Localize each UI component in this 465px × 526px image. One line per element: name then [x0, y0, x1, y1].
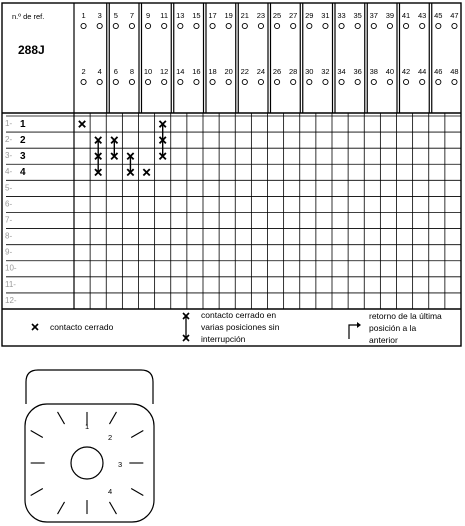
terminal-circle — [81, 79, 86, 84]
terminal-top-label: 29 — [305, 11, 314, 20]
terminal-circle — [162, 23, 167, 28]
terminal-circle — [113, 79, 118, 84]
terminal-circle — [258, 79, 263, 84]
terminal-bottom-label: 40 — [385, 67, 395, 76]
terminal-top-label: 23 — [256, 11, 266, 20]
terminal-circle — [339, 79, 344, 84]
terminal-bottom-label: 10 — [143, 67, 153, 76]
terminal-bottom-label: 34 — [337, 67, 346, 76]
dial-tick — [58, 412, 65, 424]
terminal-circle — [178, 23, 183, 28]
terminal-circle — [371, 79, 376, 84]
terminal-circle — [226, 23, 231, 28]
dial-tick — [109, 412, 116, 424]
dial-tick — [31, 430, 43, 437]
dial-tick — [31, 489, 43, 496]
dial-tick — [109, 502, 116, 514]
terminal-circle — [403, 79, 408, 84]
legend-multi-line-1: contacto cerrado en — [201, 310, 277, 320]
position-prefix: 5- — [5, 183, 13, 193]
terminal-top-label: 27 — [289, 11, 298, 20]
return-arrow-icon — [349, 322, 361, 339]
position-prefix: 4- — [5, 167, 13, 177]
terminal-top-label: 11 — [160, 11, 169, 20]
terminal-circle — [274, 23, 279, 28]
legend-multi-line-2: varias posiciones sin — [201, 322, 280, 332]
terminal-circle — [242, 23, 247, 28]
position-prefix: 1- — [5, 118, 13, 128]
position-prefix: 6- — [5, 199, 13, 209]
terminal-circle — [210, 23, 215, 28]
terminal-circle — [242, 79, 247, 84]
position-label: 2 — [20, 135, 26, 147]
terminal-circle — [113, 23, 118, 28]
terminal-bottom-label: 2 — [81, 67, 86, 76]
legend-multi-line-3: interrupción — [201, 334, 246, 344]
terminal-top-label: 3 — [97, 11, 102, 20]
terminal-top-label: 21 — [240, 11, 249, 20]
terminal-circle — [97, 23, 102, 28]
terminal-circle — [194, 23, 199, 28]
ref-value: 288J — [18, 43, 45, 57]
terminal-bottom-label: 38 — [369, 67, 378, 76]
terminal-circle — [81, 23, 86, 28]
terminal-circle — [291, 79, 296, 84]
terminal-circle — [274, 79, 279, 84]
terminal-circle — [371, 23, 376, 28]
terminal-top-label: 19 — [224, 11, 233, 20]
position-label: 1 — [20, 118, 26, 130]
terminal-circle — [145, 79, 150, 84]
terminal-bottom-label: 28 — [289, 67, 298, 76]
terminal-bottom-label: 36 — [353, 67, 362, 76]
legend-return-line-1: retorno de la última — [369, 311, 442, 321]
position-prefix: 8- — [5, 231, 13, 241]
position-label: 4 — [20, 167, 26, 179]
terminal-circle — [307, 23, 312, 28]
terminal-circle — [129, 79, 134, 84]
position-prefix: 9- — [5, 247, 13, 257]
terminal-circle — [339, 23, 344, 28]
dial-label-2: 2 — [108, 433, 113, 442]
terminal-top-label: 47 — [450, 11, 459, 20]
dial-tick — [58, 502, 65, 514]
legend-multi-icon — [183, 313, 189, 341]
diagram-frame — [2, 3, 461, 346]
terminal-top-label: 33 — [337, 11, 346, 20]
dial-label-1: 1 — [85, 422, 90, 431]
position-prefix: 10- — [5, 263, 17, 273]
position-prefix: 3- — [5, 151, 13, 161]
legend-closed-label: contacto cerrado — [50, 322, 114, 332]
terminal-top-label: 17 — [208, 11, 217, 20]
terminal-top-label: 31 — [321, 11, 330, 20]
terminal-circle — [323, 79, 328, 84]
terminal-bottom-label: 6 — [113, 67, 118, 76]
contact-closed-mark — [79, 121, 85, 127]
terminal-bottom-label: 22 — [240, 67, 249, 76]
terminal-top-label: 41 — [401, 11, 411, 20]
dial-tick — [131, 489, 143, 496]
terminal-top-label: 13 — [176, 11, 185, 20]
terminal-circle — [129, 23, 134, 28]
terminal-circle — [210, 79, 215, 84]
terminal-bottom-label: 24 — [256, 67, 266, 76]
contact-closed-mark — [143, 169, 149, 175]
terminal-bottom-label: 48 — [450, 67, 459, 76]
dial-tick — [131, 430, 143, 437]
terminal-bottom-label: 26 — [272, 67, 282, 76]
terminal-circle — [387, 23, 392, 28]
terminal-circle — [194, 79, 199, 84]
dial-label-4: 4 — [108, 487, 113, 496]
terminal-bottom-label: 12 — [160, 67, 169, 76]
terminal-bottom-label: 4 — [97, 67, 102, 76]
terminal-circle — [403, 23, 408, 28]
dial-label-3: 3 — [118, 460, 123, 469]
terminal-bottom-label: 42 — [401, 67, 411, 76]
terminal-bottom-label: 44 — [418, 67, 427, 76]
terminal-circle — [258, 23, 263, 28]
terminal-circle — [307, 79, 312, 84]
terminal-circle — [452, 23, 457, 28]
position-prefix: 2- — [5, 135, 13, 145]
terminal-bottom-label: 14 — [176, 67, 185, 76]
position-label: 3 — [20, 151, 26, 163]
terminal-bottom-label: 32 — [321, 67, 330, 76]
terminal-circle — [355, 79, 360, 84]
terminal-bottom-label: 20 — [224, 67, 233, 76]
terminal-circle — [162, 79, 167, 84]
terminal-circle — [291, 23, 296, 28]
terminal-bottom-label: 46 — [434, 67, 443, 76]
terminal-circle — [226, 79, 231, 84]
position-prefix: 7- — [5, 215, 13, 225]
switch-dial — [25, 370, 154, 522]
terminal-top-label: 39 — [385, 11, 395, 20]
terminal-circle — [420, 79, 425, 84]
legend-return-line-2: posición a la — [369, 323, 417, 333]
position-prefix: 11- — [5, 279, 16, 289]
terminal-circle — [436, 79, 441, 84]
terminal-top-label: 43 — [418, 11, 427, 20]
legend-return-line-3: anterior — [369, 335, 398, 345]
ref-label: n.º de ref. — [12, 12, 45, 21]
terminal-top-label: 15 — [192, 11, 201, 20]
terminal-top-label: 35 — [353, 11, 362, 20]
terminal-top-label: 9 — [145, 11, 151, 20]
dial-center-hole — [71, 447, 103, 479]
terminal-bottom-label: 8 — [129, 67, 135, 76]
terminal-top-label: 1 — [81, 11, 86, 20]
terminal-circle — [323, 23, 328, 28]
terminal-circle — [436, 23, 441, 28]
terminal-circle — [97, 79, 102, 84]
terminal-top-label: 25 — [272, 11, 282, 20]
legend-closed-icon — [32, 324, 38, 330]
terminal-bottom-label: 30 — [305, 67, 314, 76]
terminal-top-label: 45 — [434, 11, 443, 20]
terminal-bottom-label: 16 — [192, 67, 201, 76]
terminal-circle — [452, 79, 457, 84]
terminal-circle — [178, 79, 183, 84]
terminal-circle — [355, 23, 360, 28]
terminal-circle — [420, 23, 425, 28]
terminal-bottom-label: 18 — [208, 67, 217, 76]
terminal-circle — [387, 79, 392, 84]
dial-cap — [26, 370, 153, 404]
position-prefix: 12- — [5, 295, 17, 305]
terminal-groups — [81, 3, 459, 113]
terminal-circle — [145, 23, 150, 28]
terminal-top-label: 7 — [129, 11, 135, 20]
terminal-top-label: 37 — [369, 11, 378, 20]
terminal-top-label: 5 — [113, 11, 118, 20]
